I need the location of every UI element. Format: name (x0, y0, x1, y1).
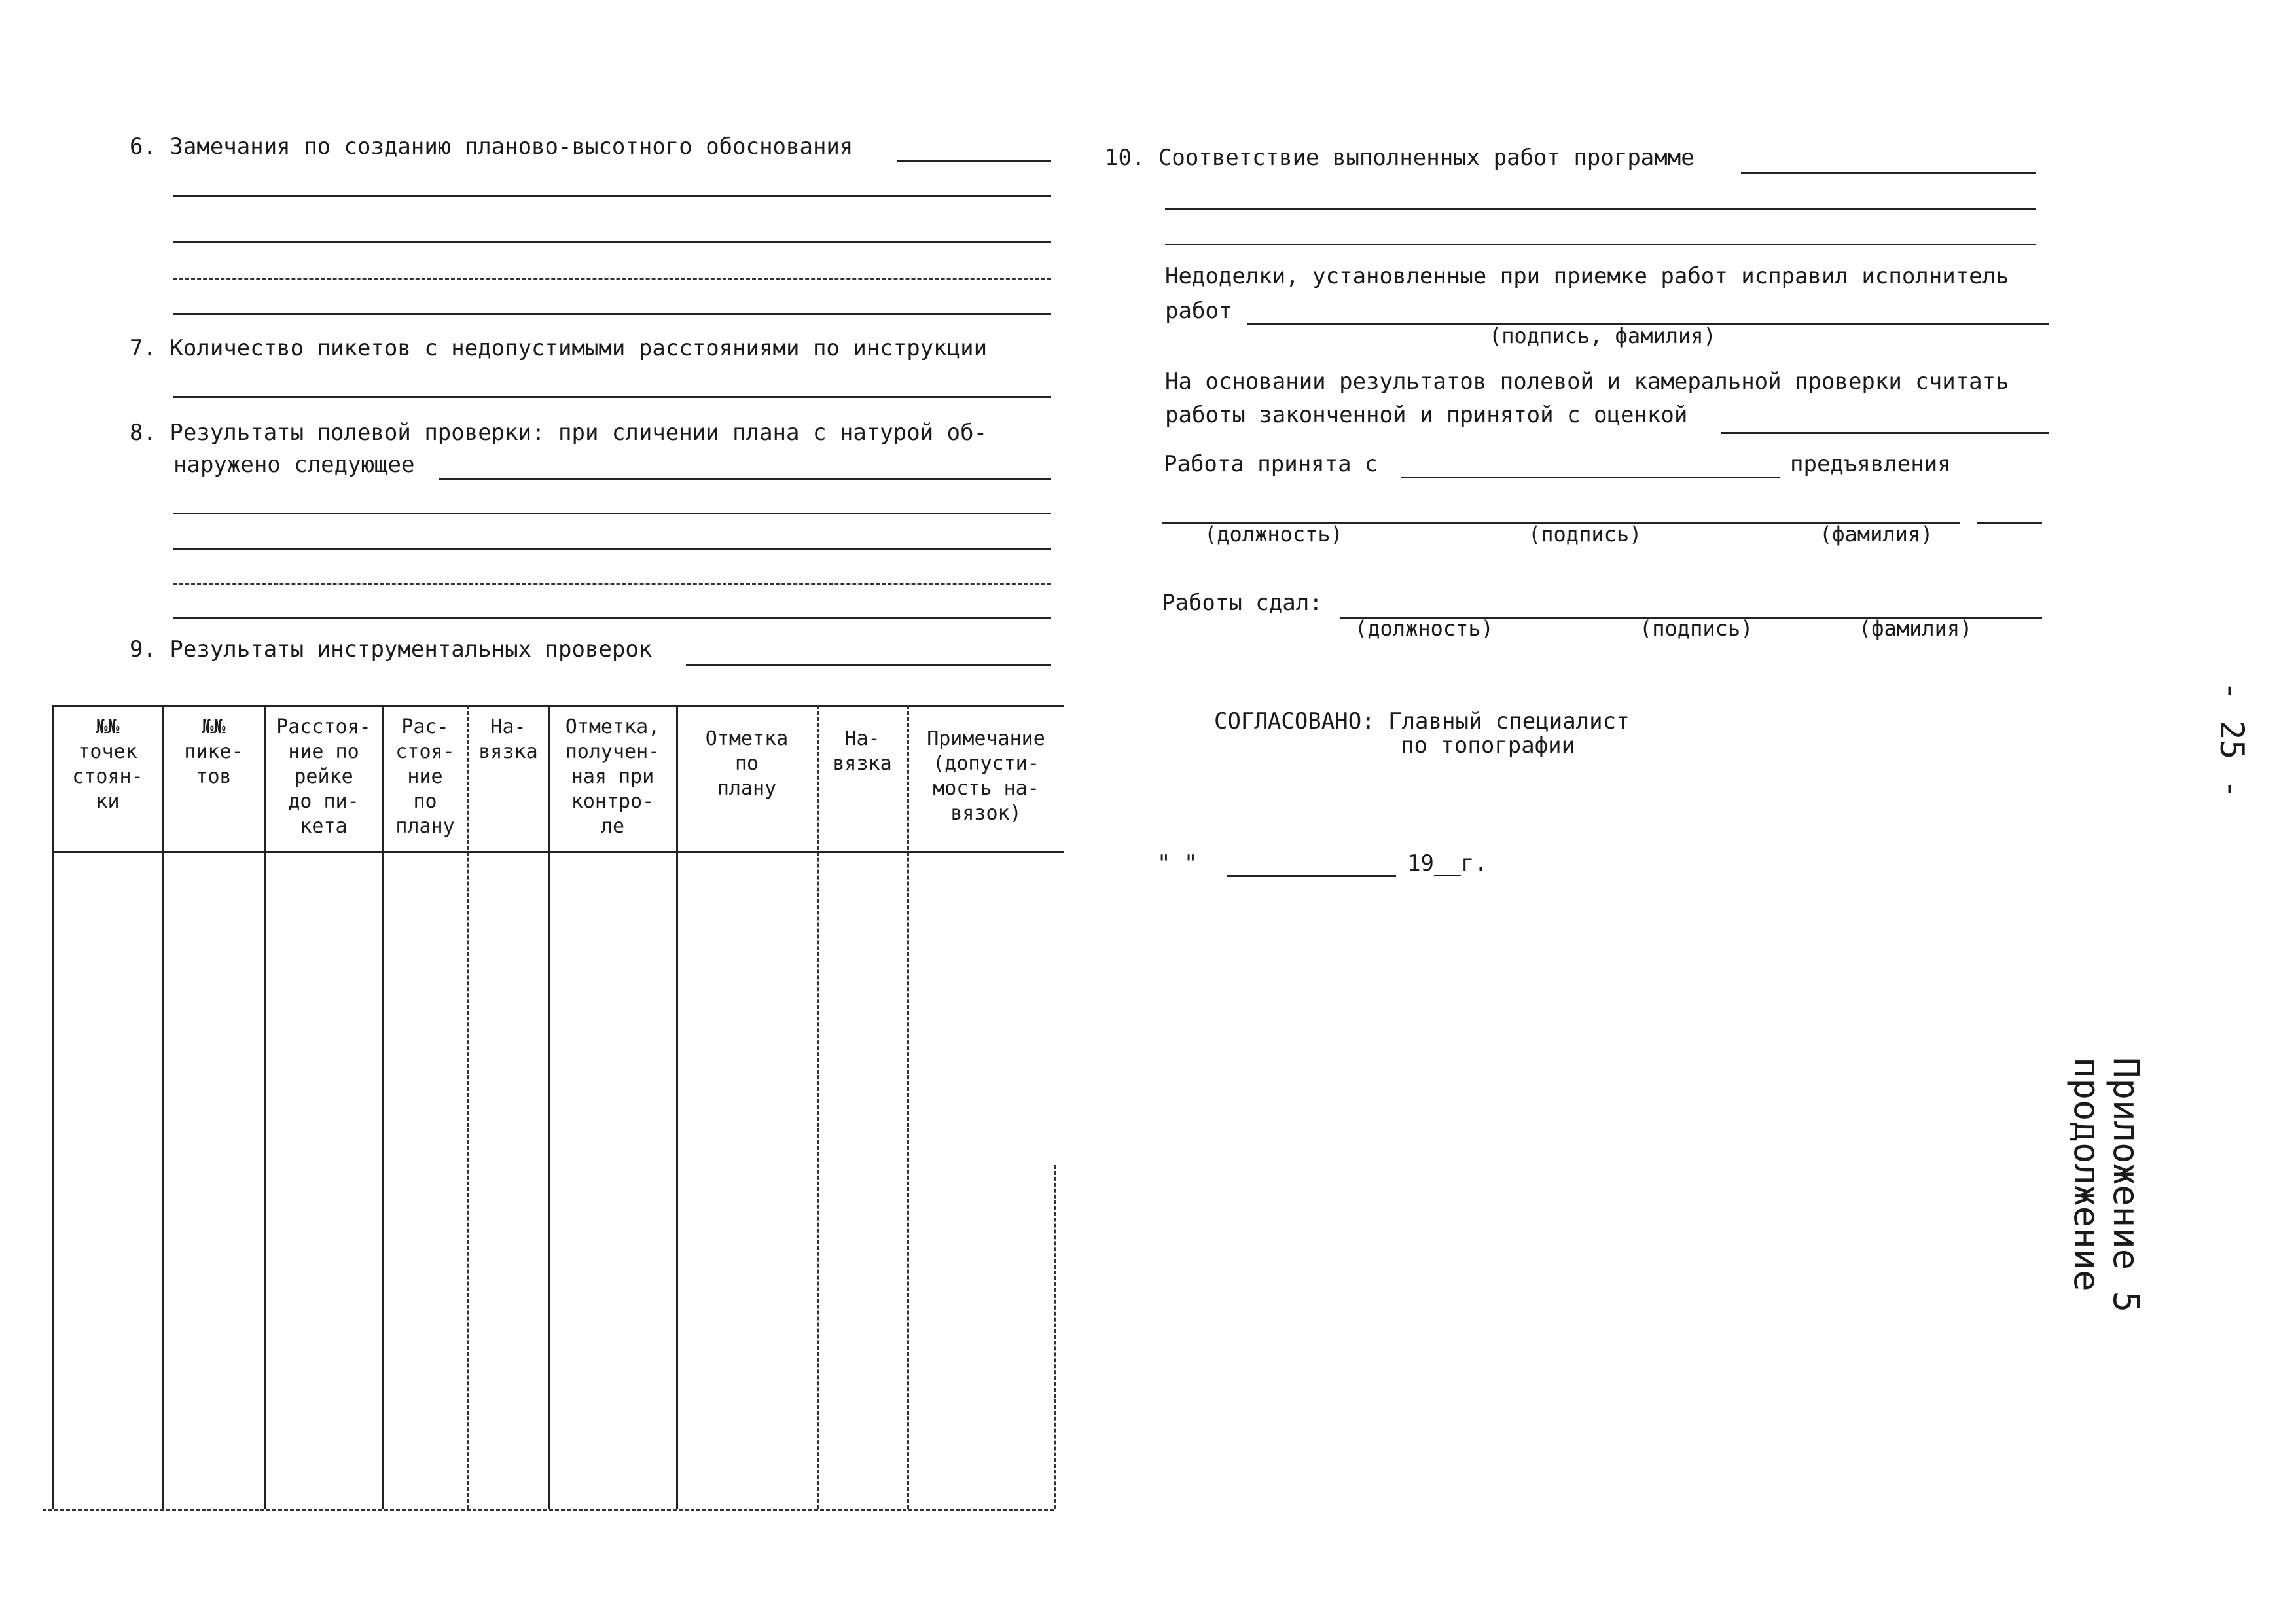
col-header-misclosure-1: На- вязка (478, 715, 538, 763)
item-6-line-5 (173, 313, 1051, 315)
item-9-fill-line (686, 664, 1051, 666)
page-number: - 25 - (2213, 681, 2251, 799)
defects-text-line2: работ (1165, 298, 1232, 324)
agreed-line2: по топографии (1401, 732, 1575, 759)
item-8-fill-line-4 (173, 583, 1051, 585)
table-col-line-9 (1054, 1165, 1056, 1509)
col-header-elevation-control: Отметка, получен- ная при контро- ле (565, 715, 660, 838)
table-col-line-7 (817, 705, 819, 1509)
col-header-picket-numbers: №№ пике- тов (184, 715, 243, 788)
table-col-line-6 (676, 705, 678, 1509)
date-quotes: " " (1157, 850, 1198, 876)
defects-text-line1: Недоделки, установленные при приемке работ исправил исполнитель (1165, 263, 2009, 289)
accepted-prefix: Работа принята с (1164, 451, 1378, 477)
appendix-subtitle: продолжение (2066, 1057, 2108, 1291)
item-7-pickets: 7. Количество пикетов с недопустимыми расстояниями по инструкции (130, 335, 988, 361)
item-6-remarks: 6. Замечания по созданию планово-высотного обоснования (130, 134, 853, 160)
item-6-fill-line (897, 160, 1051, 162)
col-header-distance-plan: Рас- стоя- ние по плану (395, 715, 455, 838)
caption-signature-surname: (подпись, фамилия) (1489, 323, 1716, 348)
basis-text-line1: На основании результатов полевой и камеральной проверки считать (1165, 369, 2009, 395)
accepted-fill-line (1401, 477, 1780, 478)
item-6-line-3 (173, 241, 1051, 243)
item-8-field-check-line2: наружено следующее (173, 452, 415, 478)
col-header-notes: Примечание (допусти- мость на- вязок) (927, 727, 1045, 825)
date-year: 19__г. (1407, 850, 1488, 876)
item-6-line-2 (173, 195, 1051, 197)
table-header-bottom-border (52, 851, 1064, 853)
item-7-fill-line (173, 396, 1051, 398)
table-col-line-4 (467, 705, 469, 1509)
item-8-field-check-line1: 8. Результаты полевой проверки: при сличении плана с натурой об- (130, 420, 988, 446)
appendix-title: Приложение 5 (2106, 1057, 2147, 1313)
item-10-fill-line-3 (1165, 244, 2036, 245)
caption-position: (должность) (1204, 522, 1343, 547)
accepted-suffix: предъявления (1790, 451, 1951, 477)
item-9-instrument-checks: 9. Результаты инструментальных проверок (130, 636, 653, 662)
item-10-fill-line-1 (1741, 172, 2036, 174)
caption-signature: (подпись) (1528, 522, 1642, 547)
caption-surname-2: (фамилия) (1859, 616, 1973, 641)
basis-text-line2: работы законченной и принятой с оценкой (1165, 402, 1688, 428)
table-col-line-1 (162, 705, 164, 1509)
date-day-month-line (1227, 875, 1396, 877)
item-10-program-compliance: 10. Соответствие выполненных работ программе (1105, 145, 1695, 171)
table-top-border (52, 705, 1064, 707)
item-10-fill-line-2 (1165, 208, 2036, 210)
table-col-line-0 (52, 705, 54, 1509)
caption-position-2: (должность) (1355, 616, 1494, 641)
item-8-fill-line-5 (173, 617, 1051, 619)
item-8-fill-line-2 (173, 513, 1051, 514)
handed-over-label: Работы сдал: (1162, 590, 1323, 616)
item-8-fill-line-1 (439, 478, 1051, 480)
caption-surname: (фамилия) (1820, 522, 1933, 547)
col-header-station-numbers: №№ точек стоян- ки (72, 715, 143, 813)
acceptor-signature-line-end (1977, 522, 2042, 524)
agreed-line1: СОГЛАСОВАНО: Главный специалист (1214, 708, 1630, 734)
caption-signature-2: (подпись) (1640, 616, 1753, 641)
item-8-fill-line-3 (173, 548, 1051, 550)
col-header-distance-staff: Расстоя- ние по рейке до пи- кета (276, 715, 371, 838)
col-header-misclosure-2: На- вязка (833, 727, 892, 775)
table-bottom-border (43, 1509, 1054, 1511)
grade-fill-line (1721, 432, 2049, 434)
col-header-elevation-plan: Отметка по плану (705, 727, 789, 800)
item-6-line-4 (173, 278, 1051, 280)
